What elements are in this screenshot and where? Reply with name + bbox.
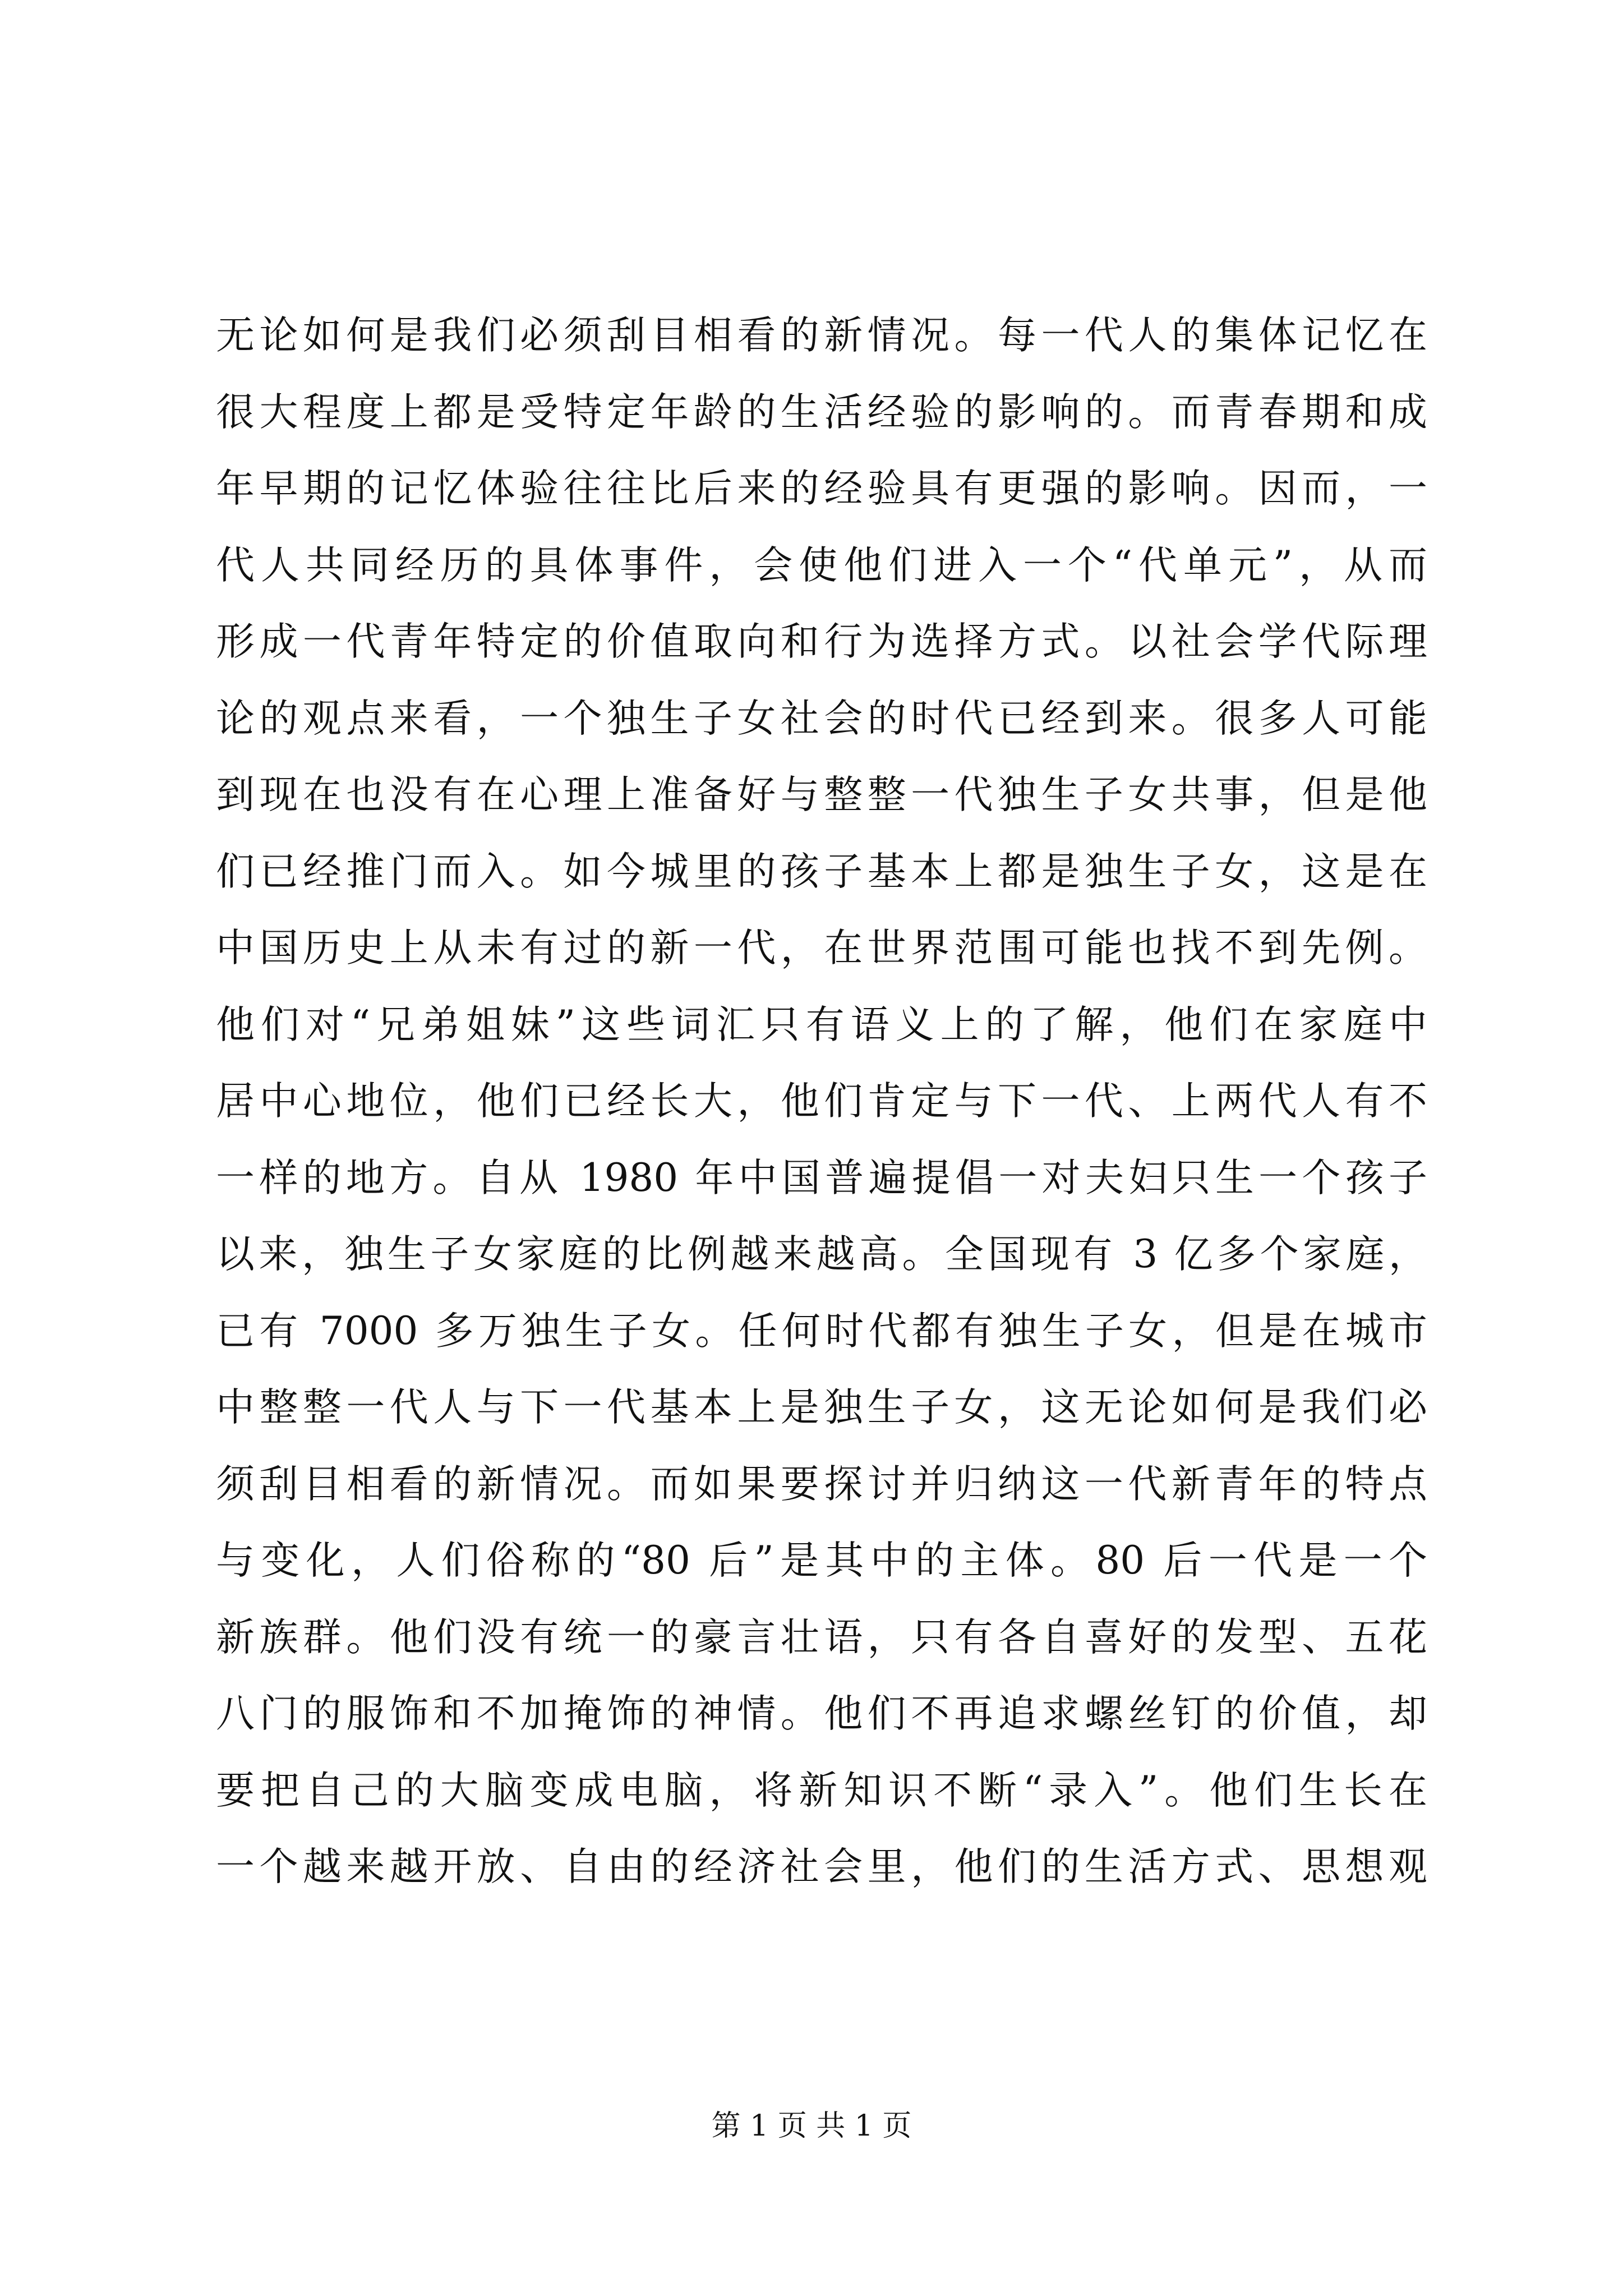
page-footer [0,2106,1623,2146]
text-line: 很大程度上都是受特定年龄的生活经验的影响的。而青春期和成 [216,389,1427,435]
text-line: 代人共同经历的具体事件，会使他们进入一个“代单元”，从而 [216,542,1427,588]
body-text [216,297,1427,1906]
text-line: 一样的地方。自从 1980 年中国普遍提倡一对夫妇只生一个孩子 [216,1155,1427,1200]
text-line: 一个越来越开放、自由的经济社会里，他们的生活方式、思想观 [216,1844,1427,1889]
text-line: 们已经推门而入。如今城里的孩子基本上都是独生子女，这是在 [216,849,1427,894]
text-line: 要把自己的大脑变成电脑，将新知识不断“录入”。他们生长在 [216,1768,1427,1813]
text-line: 与变化，人们俗称的“80 后”是其中的主体。80 后一代是一个 [216,1538,1427,1583]
text-line: 新族群。他们没有统一的豪言壮语，只有各自喜好的发型、五花 [216,1614,1427,1660]
text-line: 中国历史上从未有过的新一代，在世界范围可能也找不到先例。 [216,926,1427,970]
page-number-label: 第 1 页 共 1 页 [711,2109,912,2143]
text-line: 居中心地位，他们已经长大，他们肯定与下一代、上两代人有不 [216,1079,1427,1124]
text-line: 到现在也没有在心理上准备好与整整一代独生子女共事，但是他 [216,772,1427,817]
text-line: 中整整一代人与下一代基本上是独生子女，这无论如何是我们必 [216,1385,1427,1430]
text-line: 形成一代青年特定的价值取向和行为选择方式。以社会学代际理 [216,619,1427,664]
text-line: 以来，独生子女家庭的比例越来越高。全国现有 3 亿多个家庭， [216,1232,1427,1277]
text-line: 无论如何是我们必须刮目相看的新情况。每一代人的集体记忆在 [216,313,1427,358]
text-line: 论的观点来看，一个独生子女社会的时代已经到来。很多人可能 [216,696,1427,741]
text-line: 已有 7000 多万独生子女。任何时代都有独生子女，但是在城市 [216,1308,1427,1354]
text-line: 八门的服饰和不加掩饰的神情。他们不再追求螺丝钉的价值，却 [216,1691,1427,1736]
text-line: 他们对“兄弟姐妹”这些词汇只有语义上的了解，他们在家庭中 [216,1002,1427,1047]
text-line: 须刮目相看的新情况。而如果要探讨并归纳这一代新青年的特点 [216,1461,1427,1507]
text-line: 年早期的记忆体验往往比后来的经验具有更强的影响。因而，一 [216,466,1427,511]
